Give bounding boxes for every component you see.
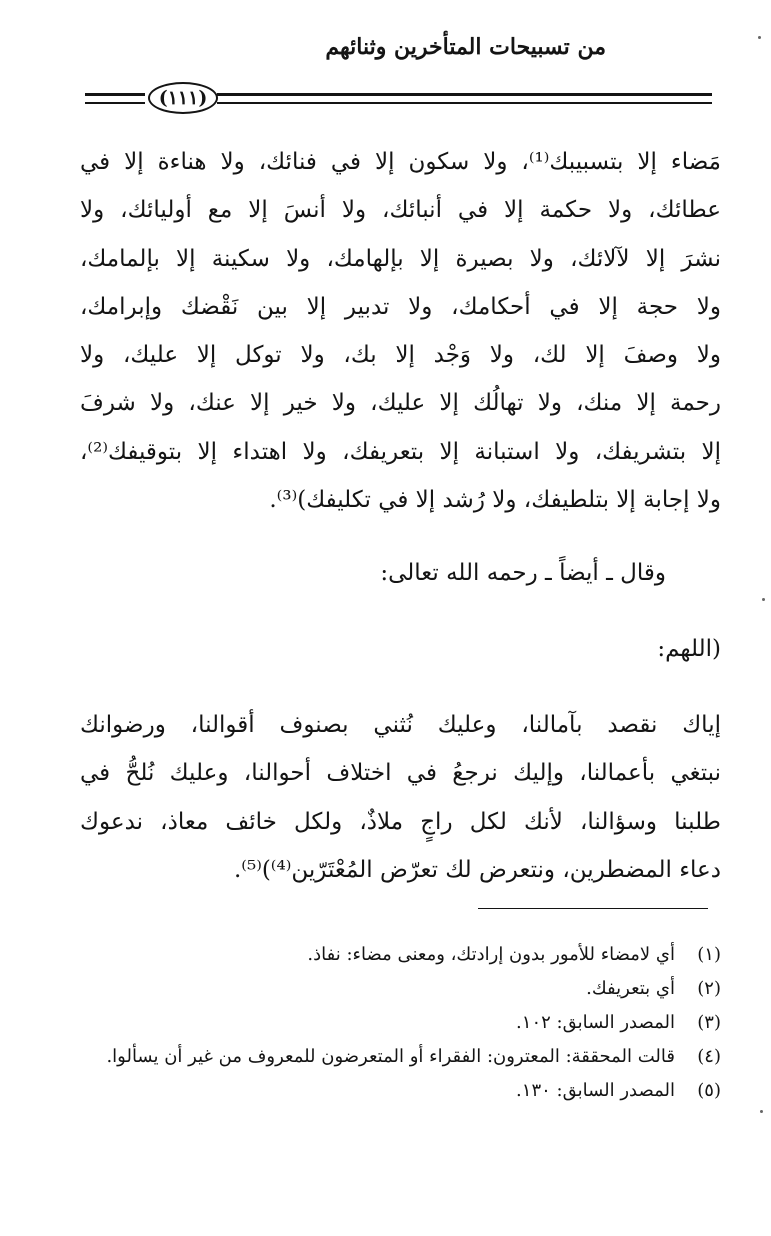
footnote-text: المصدر السابق: ١٣٠. <box>516 1080 675 1101</box>
footnote-item <box>80 1076 721 1106</box>
text-line: مَضاء إلا بتسبيبك⁽¹⁾، ولا سكون إلا في فنائك، ولا هناءة إلا في <box>80 149 721 175</box>
text-line: دعاء المضطرين، ونتعرض لك تعرّض المُعْتَرّين⁽⁴⁾)⁽⁵⁾. <box>233 856 721 883</box>
footnote-number: (٢) <box>697 978 721 999</box>
page-number: (١١١) <box>148 82 218 114</box>
scan-speck <box>758 36 761 39</box>
paragraph-second <box>80 701 721 894</box>
footnote-text: أي بتعريفك. <box>586 978 675 999</box>
footnote-number: (٤) <box>697 1046 721 1067</box>
text-line: إلا بتشريفك، ولا استبانة إلا بتعريفك، ولا اهتداء إلا بتوقيفك⁽²⁾، <box>80 438 721 465</box>
footnote-divider <box>478 908 708 909</box>
footnote-text: المصدر السابق: ١٠٢. <box>516 1012 675 1033</box>
footnote-number: (٥) <box>697 1080 721 1101</box>
scan-speck <box>760 1110 763 1113</box>
footnote-item <box>80 940 721 970</box>
header-rule <box>85 82 712 112</box>
text-line: نبتغي بأعمالنا، وإليك نرجعُ في اختلاف أحوالنا، وعليك نُلحُّ في <box>80 760 721 787</box>
text-line: طلبنا وسؤالنا، لأنك لكل راجٍ ملاذٌ، ولكل خائف معاذ، ندعوك <box>80 808 721 835</box>
footnote-number: (٣) <box>697 1012 721 1033</box>
text-line: عطائك، ولا حكمة إلا في أنبائك، ولا أنسَ إلا مع أوليائك، ولا <box>80 197 721 224</box>
running-title: من تسبيحات المتأخرين وثنائهم <box>325 34 606 60</box>
header-rule-left <box>85 93 145 104</box>
paragraph-first <box>80 138 721 524</box>
allahumma-line: (اللهم: <box>657 636 721 662</box>
footnote-item <box>80 1042 721 1072</box>
text-line: ولا حجة إلا في أحكامك، ولا تدبير إلا بين نَقْضك وإبرامك، <box>80 293 721 320</box>
text-line: نشرَ إلا لآلائك، ولا بصيرة إلا بإلهامك، ولا سكينة إلا بإلمامك، <box>80 245 721 272</box>
text-line: ولا وصفَ إلا لك، ولا وَجْد إلا بك، ولا توكل إلا عليك، ولا <box>80 342 721 369</box>
footnote-number: (١) <box>697 944 721 965</box>
text-line: إياك نقصد بآمالنا، وعليك نُثني بصنوف أقوالنا، ورضوانك <box>80 712 721 738</box>
footnote-text: أي لامضاء للأمور بدون إرادتك، ومعنى مضاء: نفاذ. <box>307 944 675 965</box>
footnote-item <box>80 974 721 1004</box>
header-rule-right <box>217 93 712 104</box>
footnote-item <box>80 1008 721 1038</box>
footnotes <box>80 940 721 1110</box>
footnote-text: قالت المحققة: المعترون: الفقراء أو المتعرضون للمعروف من غير أن يسألوا. <box>106 1046 675 1067</box>
text-line: رحمة إلا منك، ولا تهالُك إلا عليك، ولا خير إلا عنك، ولا شرفَ <box>80 390 721 417</box>
said-line: وقال ـ أيضاً ـ رحمه الله تعالى: <box>380 560 666 586</box>
text-line: ولا إجابة إلا بتلطيفك، ولا رُشد إلا في تكليفك)⁽³⁾. <box>269 487 721 514</box>
scan-speck <box>762 598 765 601</box>
